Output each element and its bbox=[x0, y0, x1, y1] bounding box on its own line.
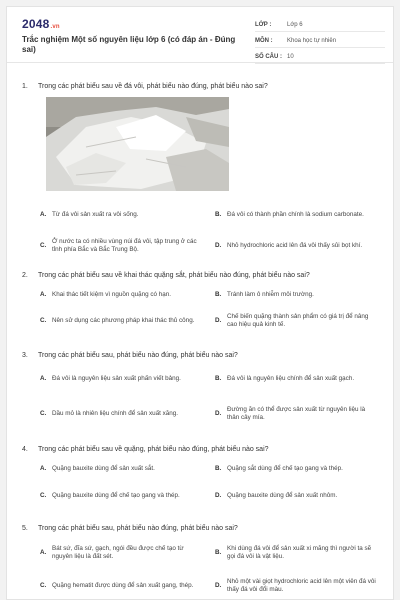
question-stem: 1. Trong các phát biểu sau về đá vôi, phát biểu nào đúng, phát biểu nào sai? bbox=[22, 83, 268, 90]
worksheet-meta bbox=[255, 19, 385, 67]
question-4 bbox=[22, 445, 384, 454]
question-1-option-b[interactable]: B. Đá vôi có thành phần chính là sodium carbonate. bbox=[215, 210, 364, 218]
question-4-option-b[interactable]: B. Quặng sắt dùng để chế tạo gang và thép. bbox=[215, 464, 343, 472]
question-3-option-a[interactable]: A. Đá vôi là nguyên liệu sản xuất phấn viết bảng. bbox=[40, 374, 181, 382]
question-5-option-a[interactable]: A. Bát sứ, đĩa sứ, gạch, ngói đều được chế tạo từ nguyên liệu là đất sét. bbox=[40, 544, 184, 560]
question-1-option-a[interactable]: A. Từ đá vôi sản xuất ra vôi sống. bbox=[40, 210, 139, 218]
question-stem: 5. Trong các phát biểu sau, phát biểu nào đúng, phát biểu nào sai? bbox=[22, 525, 238, 532]
question-2 bbox=[22, 271, 384, 280]
question-5-option-c[interactable]: C. Quặng hematit được dùng để sản xuất gang, thép. bbox=[40, 581, 194, 589]
question-stem: 4. Trong các phát biểu sau về quặng, phát biểu nào đúng, phát biểu nào sai? bbox=[22, 446, 269, 453]
limestone-photo bbox=[46, 97, 229, 191]
question-1 bbox=[22, 82, 384, 191]
question-2-option-b[interactable]: B. Tránh làm ô nhiễm môi trường. bbox=[215, 290, 314, 298]
worksheet bbox=[6, 6, 394, 600]
worksheet-title: Trắc nghiệm Một số nguyên liệu lớp 6 (có đáp án - Đúng sai) bbox=[22, 35, 236, 54]
question-2-option-a[interactable]: A. Khai thác tiết kiệm vì nguồn quặng có hạn. bbox=[40, 290, 172, 298]
question-stem: 3. Trong các phát biểu sau, phát biểu nào đúng, phát biểu nào sai? bbox=[22, 352, 238, 359]
meta-count: SỐ CÂU : 10 bbox=[255, 51, 385, 64]
question-5-option-d[interactable]: D. Nhỏ một vài giọt hydrochloric acid lên một viên đá vôi thấy đá vôi đổi màu. bbox=[215, 577, 376, 593]
meta-grade: LỚP : Lớp 6 bbox=[255, 19, 385, 32]
question-1-option-d[interactable]: D. Nhỏ hydrochloric acid lên đá vôi thấy sủi bọt khí. bbox=[215, 241, 363, 249]
site-logo[interactable]: 2048.vn bbox=[22, 17, 60, 31]
question-1-option-c[interactable]: C. Ở nước ta có nhiều vùng núi đá vôi, tập trung ở các tỉnh phía Bắc và Bắc Trung Bộ. bbox=[40, 237, 197, 253]
meta-subject: MÔN : Khoa học tự nhiên bbox=[255, 35, 385, 48]
question-3-option-d[interactable]: D. Đường ăn có thể được sản xuất từ nguyên liệu là thân cây mía. bbox=[215, 405, 366, 421]
question-5-option-b[interactable]: B. Khi dùng đá vôi để sản xuất xi măng thì người ta sẽ gọi đá vôi là vật liệu. bbox=[215, 544, 372, 560]
question-3-option-b[interactable]: B. Đá vôi là nguyên liệu chính để sản xuất gạch. bbox=[215, 374, 355, 382]
limestone-image bbox=[46, 97, 229, 191]
question-4-option-d[interactable]: D. Quặng bauxite dùng để sản xuất nhôm. bbox=[215, 491, 338, 499]
question-2-option-c[interactable]: C. Nên sử dụng các phương pháp khai thác thủ công. bbox=[40, 316, 195, 324]
question-4-option-a[interactable]: A. Quặng bauxite dùng để sản xuất sắt. bbox=[40, 464, 155, 472]
worksheet-header bbox=[7, 7, 393, 63]
question-3-option-c[interactable]: C. Dầu mỏ là nhiên liệu chính để sản xuất xăng. bbox=[40, 409, 179, 417]
question-3 bbox=[22, 351, 384, 360]
question-2-option-d[interactable]: D. Chế biến quặng thành sản phẩm có giá trị để nâng cao hiệu quả kinh tế. bbox=[215, 312, 369, 328]
question-stem: 2. Trong các phát biểu sau về khai thác quặng sắt, phát biểu nào đúng, phát biểu nào sai? bbox=[22, 272, 310, 279]
question-5 bbox=[22, 524, 384, 533]
question-4-option-c[interactable]: C. Quặng bauxite dùng để chế tạo gang và thép. bbox=[40, 491, 180, 499]
